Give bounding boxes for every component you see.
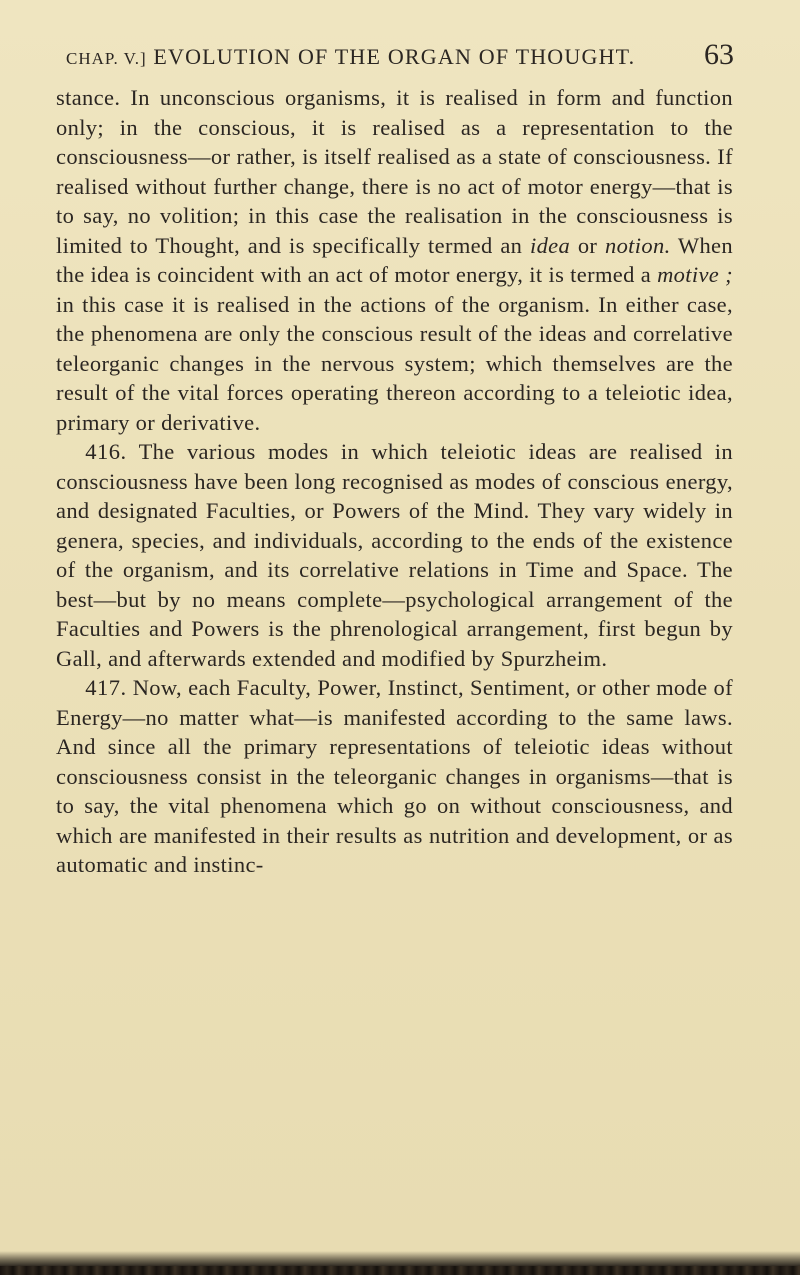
chapter-label: CHAP. V.] xyxy=(66,49,147,68)
text-run: The various modes in which teleiotic ideas are realised in consciousness have been long recognised as modes of conscious energy, and designated Faculties, or Powers of the Mind. They vary widely in genera, species, and individuals, according to the ends of the existence of the organism, and its correlative relations in Time and Space. The best—but by no means complete—psychological arrangement of the Faculties and Powers is the phrenological arrangement, first begun by Gall, and afterwards extended and modified by Spurzheim. xyxy=(56,439,733,671)
text-run: When the idea is coincident with an act of motor energy, it is termed a xyxy=(56,232,733,287)
text-run: Now, each Faculty, Power, Instinct, Sentiment, or other mode of Energy—no matter what—is manifested according to the same laws. And since all the primary representations of teleiotic ideas without consciousness consist in the teleorganic changes in organisms—that is to say, the vital phenomena which go on without consciousness, and which are manifested in their results as nutrition and development, or as automatic and instinc- xyxy=(56,675,733,877)
paragraph-continued xyxy=(56,83,733,437)
italic-term-motive: motive ; xyxy=(657,262,733,287)
chapter-title: EVOLUTION OF THE ORGAN OF THOUGHT. xyxy=(153,44,636,69)
page-number: 63 xyxy=(704,38,734,71)
page-header xyxy=(66,40,734,74)
paragraph-416 xyxy=(56,437,733,673)
text-run: or xyxy=(570,232,605,258)
italic-term-idea: idea xyxy=(529,232,571,258)
text-run: in this case it is realised in the actions of the organism. In either case, the phenomena are only the conscious result of the ideas and correlative teleorganic changes in the nervous system; which themselves are the result of the vital forces operating thereon according to a teleiotic idea, primary or derivative. xyxy=(56,291,733,435)
page-edge-shadow xyxy=(0,1251,800,1275)
text-run: stance. In unconscious organisms, it is realised in form and function only; in the conscious, it is realised as a representation to the consciousness—or rather, is itself realised as a state of consciousness. If realised without further change, there is no act of motor energy—that is to say, no volition; in this case the realisation in the consciousness is limited to Thought, and is specifically termed an xyxy=(56,85,733,258)
section-number: 416. xyxy=(85,439,127,464)
section-number: 417. xyxy=(85,675,127,700)
body-text xyxy=(56,83,733,880)
italic-term-notion: notion. xyxy=(604,232,671,258)
paragraph-417 xyxy=(56,673,733,880)
running-head xyxy=(66,44,635,70)
